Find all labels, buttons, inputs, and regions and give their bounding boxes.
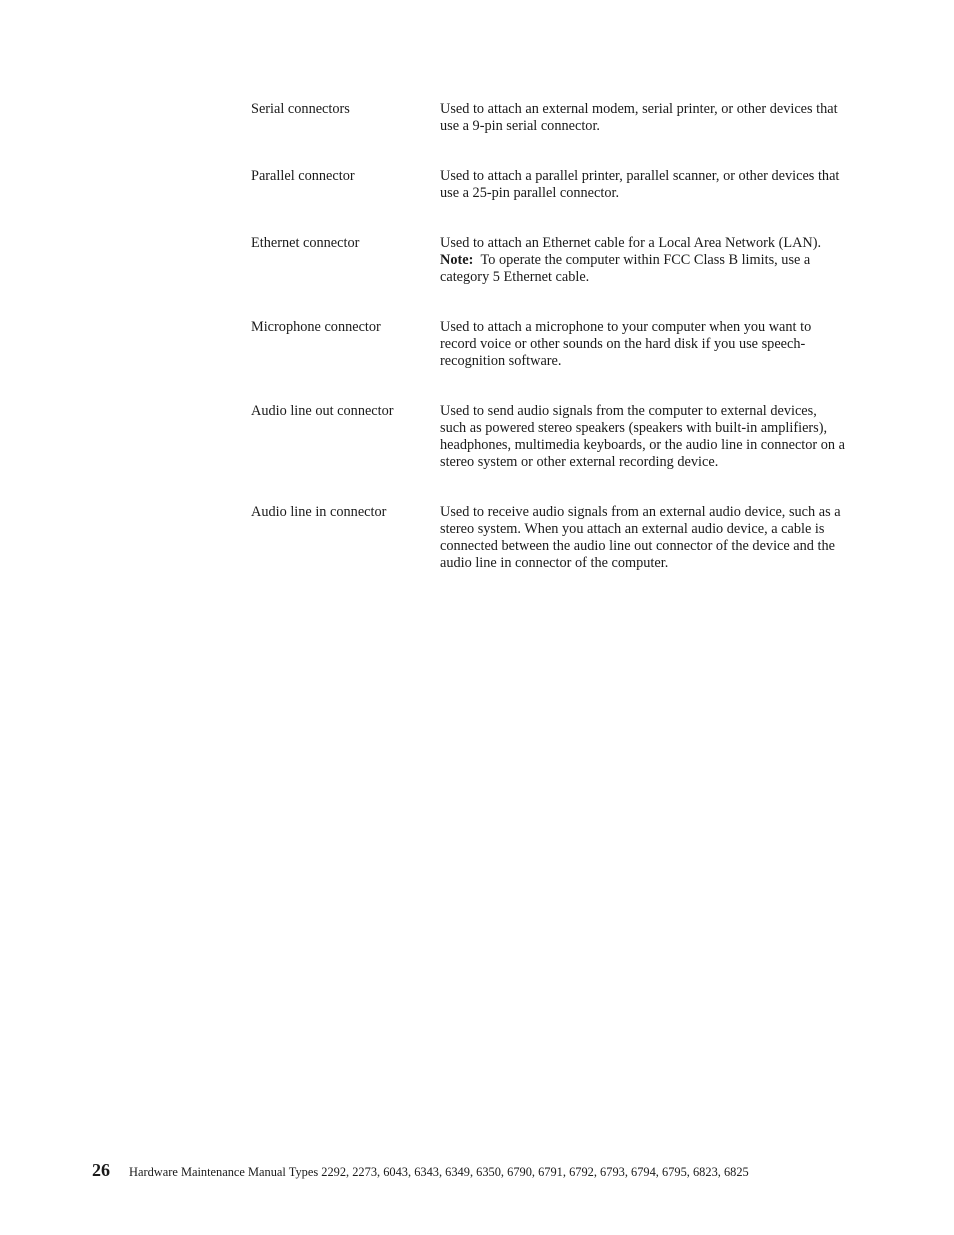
footer-title: Hardware Maintenance Manual Types 2292, 2273, 6043, 6343, 6349, 6350, 6790, 6791, 6792, 6793, 6794, 6795, 6823, 6825 [129,1165,749,1179]
entry-note [440,252,845,286]
entry-description [440,319,845,370]
note-label: Note: [440,252,474,268]
entry-ethernet-connector [251,235,851,286]
entry-audio-line-in-connector [251,504,851,572]
entry-term: Serial connectors [251,101,350,117]
entry-description [440,403,845,471]
entry-description-text: Used to attach a parallel printer, parallel scanner, or other devices that use a 25-pin parallel connector. [440,168,840,201]
entry-description-text: Used to attach an external modem, serial printer, or other devices that use a 9-pin serial connector. [440,101,838,134]
entry-term: Audio line in connector [251,504,387,520]
entry-microphone-connector [251,319,851,370]
entry-description [440,504,845,572]
note-text: To operate the computer within FCC Class B limits, use a category 5 Ethernet cable. [440,252,811,285]
entry-serial-connectors [251,101,851,135]
entry-term: Microphone connector [251,319,381,335]
page-number: 26 [92,1160,110,1180]
entry-term: Parallel connector [251,168,355,184]
entry-description [440,168,845,202]
entry-description-text: Used to receive audio signals from an external audio device, such as a stereo system. When you attach an external audio device, a cable is connected between the audio line out connector of the device and the audio line in connector of the computer. [440,504,841,571]
entry-term: Ethernet connector [251,235,360,251]
entry-description-text: Used to send audio signals from the computer to external devices, such as powered stereo speakers (speakers with built-in amplifiers), headphones, multimedia keyboards, or the audio line in connector on a stereo system or other external recording device. [440,403,845,470]
entry-parallel-connector [251,168,851,202]
entry-audio-line-out-connector [251,403,851,471]
entry-description [440,235,845,286]
page-footer [92,1160,749,1181]
entry-description [440,101,845,135]
entry-term: Audio line out connector [251,403,394,419]
entry-description-text: Used to attach a microphone to your computer when you want to record voice or other sounds on the hard disk if you use speech-recognition software. [440,319,812,369]
entry-description-text: Used to attach an Ethernet cable for a Local Area Network (LAN). [440,235,822,251]
connector-definition-list [251,101,851,572]
